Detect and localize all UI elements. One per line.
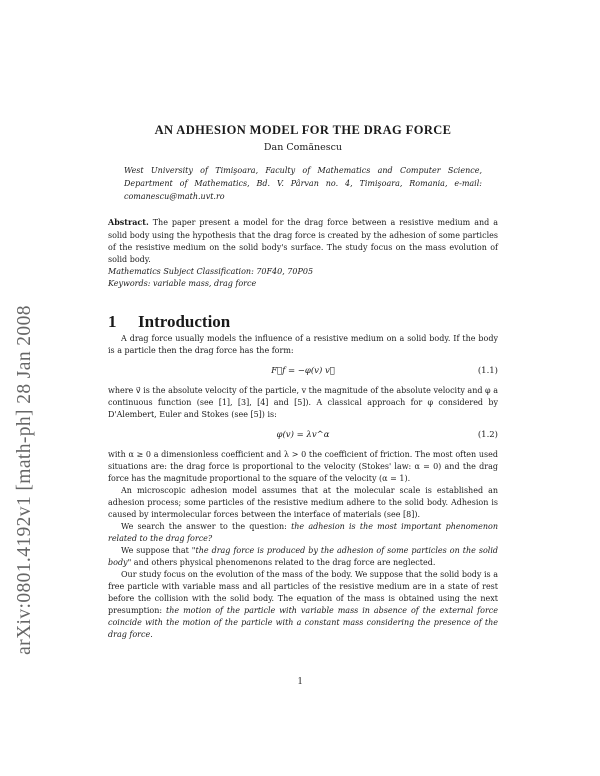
text-run: We search the answer to the question:	[121, 521, 292, 531]
paragraph	[108, 545, 498, 569]
page-number: 1	[297, 676, 303, 687]
paper-title: AN ADHESION MODEL FOR THE DRAG FORCE	[154, 123, 452, 137]
emphasis: the motion of the particle with variable mass in absence of the external force coincide with the motion of the particle with a constant mass considering the presence of the drag force.	[108, 605, 499, 639]
abstract	[108, 216, 498, 266]
paragraph	[108, 521, 498, 545]
msc-classification: Mathematics Subject Classification: 70F40, 70P05	[108, 267, 314, 277]
paragraph: A drag force usually models the influence of a resistive medium on a solid body. If the body is a particle then the drag force has the form:	[108, 333, 498, 355]
text-run: We suppose that "	[121, 545, 196, 555]
equation	[108, 424, 498, 446]
section-title: Introduction	[138, 311, 231, 331]
keywords: Keywords: variable mass, drag force	[108, 279, 257, 289]
paragraph: with α ≥ 0 a dimensionless coefficient and λ > 0 the coefficient of friction. The most often used situations are: the drag force is proportional to the velocity (Stokes' law: α = 0) and the drag force has the magnitude proportional to the square of the velocity (α = 1).	[108, 449, 498, 483]
affiliation: West University of Timişoara, Faculty of Mathematics and Computer Science, Department of Mathematics, Bd. V. Pârvan no. 4, Timişoara, Romania, e-mail: comanescu@math.uvt.ro	[124, 166, 482, 201]
emphasis: the adhesion is the most important phenomenon related to the drag force?	[108, 521, 498, 543]
equation-number: (1.1)	[477, 365, 498, 376]
arxiv-stamp	[10, 120, 40, 655]
text-run: " and others physical phenomenons related to the drag force are neglected.	[127, 557, 436, 567]
equation	[108, 360, 498, 382]
abstract-text: The paper present a model for the drag force between a resistive medium and a solid body using the hypothesis that the drag force is created by the adhesion of some particles of the resistive medium on the solid body's surface. The study focus on the mass evolution of solid body.	[108, 218, 499, 264]
equation-expression: φ(v) = λv^α	[276, 429, 330, 440]
author-name: Dan Comănescu	[263, 142, 343, 153]
paragraph	[108, 569, 498, 641]
section-heading	[108, 311, 498, 333]
paragraph: An microscopic adhesion model assumes that at the molecular scale is established an adhesion process; some particles of the resistive medium adhere to the solid body. Adhesion is caused by intermolecular forces between the interface of materials (see [8]).	[108, 485, 498, 519]
paper-page	[108, 120, 498, 641]
text-run: Our study focus on the evolution of the mass of the body. We suppose that the solid body is a free particle with variable mass and all particles of the resistive medium are in a state of rest before the collision with the solid body. The equation of the mass is obtained using the next presumption:	[108, 569, 498, 615]
abstract-label: Abstract.	[108, 217, 149, 228]
equation-number: (1.2)	[477, 429, 498, 440]
emphasis: the drag force is produced by the adhesion of some particles on the solid body	[108, 545, 498, 567]
arxiv-id: arXiv:0801.4192v1 [math-ph] 28 Jan 2008	[14, 305, 35, 655]
equation-expression: F⃗f = −φ(v) v⃗	[271, 365, 335, 376]
section-number: 1	[108, 311, 117, 331]
paragraph: where v⃗ is the absolute velocity of the particle, v the magnitude of the absolute velocity and φ a continuous function (see [1], [3], [4] and [5]). A classical approach for φ considered by D'Alembert, Euler and Stokes (see [5]) is:	[108, 385, 498, 419]
